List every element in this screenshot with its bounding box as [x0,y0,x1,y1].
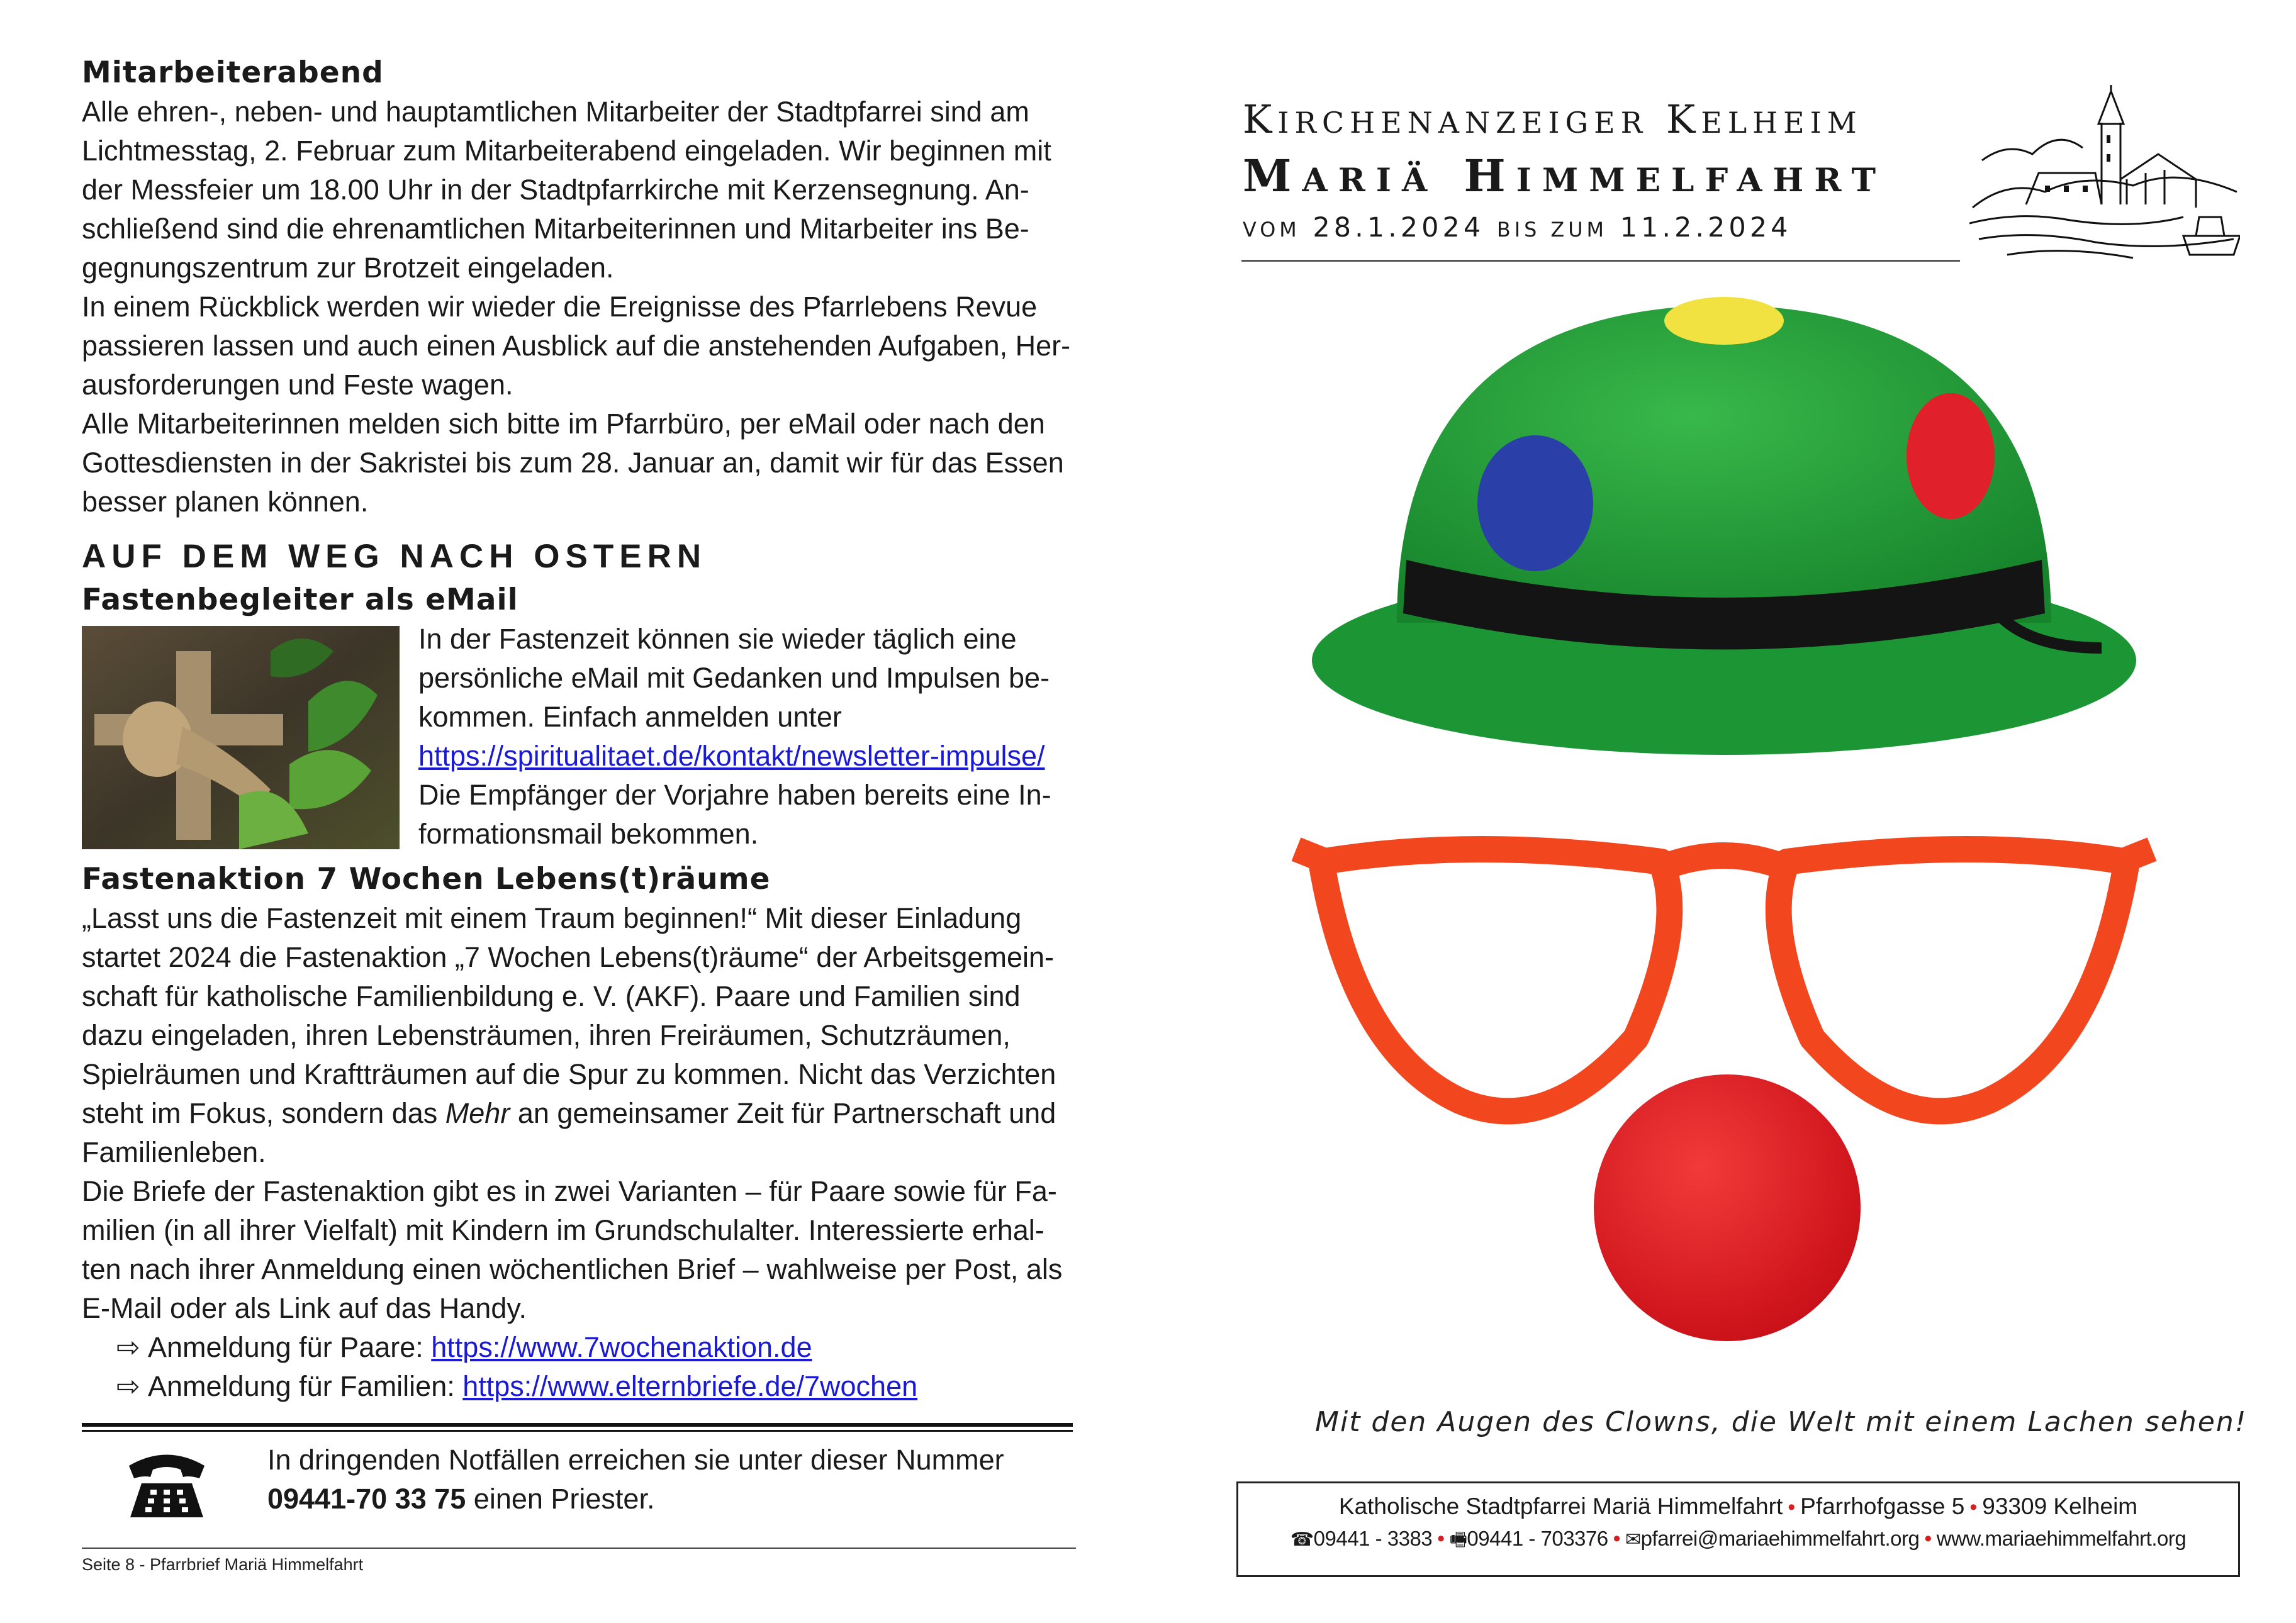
text-line: gegnungszentrum zur Brotzeit eingeladen. [82,252,614,284]
fastenaktion-text [82,899,1076,1406]
masthead-dates [1243,209,1886,248]
text-line: schließend sind die ehrenamtlichen Mitarbeiterinnen und Mitarbeiter ins Be- [82,213,1029,245]
arrow-right-icon: ⇨ [116,1370,140,1402]
text-line: ausforderungen und Feste wagen. [82,369,513,401]
masthead-line-1 [1243,94,1886,148]
anmeldung-familien [82,1367,1076,1406]
text-line [82,1094,1076,1133]
left-page [82,53,1076,1406]
text-line: Die Empfänger der Vorjahre haben bereits eine In- [418,779,1051,811]
website[interactable]: www.mariaehimmelfahrt.org [1936,1527,2187,1550]
telephone-icon [123,1447,211,1522]
emergency-line: In dringenden Notfällen erreichen sie unter dieser Nummer [267,1444,1004,1476]
familien-link[interactable]: https://www.elternbriefe.de/7wochen [462,1370,918,1402]
emergency-line [267,1480,1004,1519]
bullet-dot: • [1437,1527,1445,1551]
footer-divider [82,1548,1076,1549]
email-address[interactable]: pfarrei@mariaehimmelfahrt.org [1640,1527,1920,1550]
date-prefix: VOM [1243,218,1301,242]
anmeldung-label: Anmeldung für Paare: [148,1331,432,1363]
bullet-dot: • [1969,1495,1978,1519]
fastenbegleiter-block [82,620,1076,854]
address-line-1 [1238,1491,2238,1523]
date-to: 11.2.2024 [1620,212,1792,243]
bullet-dot: • [1924,1527,1932,1551]
page-footer: Seite 8 - Pfarrbrief Mariä Himmelfahrt [82,1555,364,1574]
email-icon: ✉ [1625,1529,1641,1550]
cap: K [1666,96,1701,142]
text-line: der Messfeier um 18.00 Uhr in der Stadtpfarrkirche mit Kerzensegnung. An- [82,174,1029,206]
crucifix-photo [82,626,400,849]
small-caps: ELHEIM [1701,106,1862,140]
text-line: In einem Rückblick werden wir wieder die Ereignisse des Pfarrlebens Revue [82,291,1038,323]
text-line: Alle Mitarbeiterinnen melden sich bitte im Pfarrbüro, per eMail oder nach den [82,408,1045,440]
mitarbeiterabend-text [82,92,1076,521]
masthead-divider [1241,260,1960,262]
masthead [1243,94,1886,248]
small-caps: IMMELFAHRT [1516,161,1887,199]
fastenaktion-heading: Fastenaktion 7 Wochen Lebens(t)räume [82,862,771,896]
bullet-dot: • [1613,1527,1621,1551]
emergency-box [123,1441,1067,1535]
text-line: milien (in all ihrer Vielfalt) mit Kindern im Grundschulalter. Interessierte erhal- [82,1214,1044,1246]
anmeldung-label: Anmeldung für Familien: [148,1370,463,1402]
text-line: formationsmail bekommen. [418,818,759,850]
text-line: „Lasst uns die Fastenzeit mit einem Traum beginnen!“ Mit dieser Einladung [82,902,1022,934]
text-fragment: an gemeinsamer Zeit für Partnerschaft und [510,1097,1056,1129]
address-box [1236,1481,2240,1577]
text-line: Lichtmesstag, 2. Februar zum Mitarbeiterabend eingeladen. Wir beginnen mit [82,135,1051,167]
emergency-line-rest: einen Priester. [466,1483,655,1515]
newsletter-link[interactable]: https://spiritualitaet.de/kontakt/newsletter-impulse/ [418,740,1045,772]
emphasis-mehr: Mehr [445,1097,510,1129]
cap: H [1464,150,1516,202]
emergency-number: 09441-70 33 75 [267,1483,466,1515]
small-caps: ARIÄ [1302,161,1438,199]
phone-number: 09441 - 3383 [1313,1527,1433,1550]
paare-link[interactable]: https://www.7wochenaktion.de [431,1331,812,1363]
clown-illustration [1284,296,2164,1365]
telephone-icon: ☎ [1290,1529,1314,1550]
masthead-line-2 [1243,148,1886,209]
date-from: 28.1.2024 [1313,212,1485,243]
text-line: E-Mail oder als Link auf das Handy. [82,1292,527,1324]
city: 93309 Kelheim [1982,1493,2138,1519]
fax-icon: 🖷 [1449,1529,1467,1550]
text-line: Alle ehren-, neben- und hauptamtlichen Mitarbeiter der Stadtpfarrei sind am [82,96,1029,128]
text-fragment: steht im Fokus, sondern das [82,1097,445,1129]
section-title: AUF DEM WEG NACH OSTERN [82,538,707,575]
text-line: schaft für katholische Familienbildung e. V. (AKF). Paare und Familien sind [82,980,1021,1012]
fastenbegleiter-heading: Fastenbegleiter als eMail [82,583,518,617]
text-line: persönliche eMail mit Gedanken und Impulsen be- [418,662,1050,694]
text-line: ten nach ihrer Anmeldung einen wöchentlichen Brief – wahlweise per Post, als [82,1253,1063,1285]
small-caps: IRCHENANZEIGER [1277,106,1649,140]
text-line: kommen. Einfach anmelden unter [418,701,842,733]
fax-number: 09441 - 703376 [1467,1527,1608,1550]
text-line: In der Fastenzeit können sie wieder täglich eine [418,623,1017,655]
street: Pfarrhofgasse 5 [1800,1493,1965,1519]
bullet-dot: • [1788,1495,1796,1519]
anmeldung-paare [82,1328,1076,1367]
cap: M [1243,150,1302,202]
image-caption: Mit den Augen des Clowns, die Welt mit einem Lachen sehen! [1315,1406,2248,1438]
mitarbeiterabend-heading: Mitarbeiterabend [82,55,384,90]
fastenbegleiter-text [418,620,1076,854]
emergency-text [267,1441,1004,1519]
parish-name: Katholische Stadtpfarrei Mariä Himmelfahrt [1338,1493,1783,1519]
text-line: dazu eingeladen, ihren Lebensträumen, ihren Freiräumen, Schutzräumen, [82,1019,1011,1051]
cap: K [1243,96,1278,142]
text-line: startet 2024 die Fastenaktion „7 Wochen Lebens(t)räume“ der Arbeitsgemein- [82,941,1054,973]
link-line [418,737,1076,776]
arrow-right-icon: ⇨ [116,1331,140,1363]
text-line: Familienleben. [82,1136,266,1168]
address-line-2 [1238,1523,2238,1556]
date-mid: BIS ZUM [1496,218,1608,242]
text-line: Die Briefe der Fastenaktion gibt es in zwei Varianten – für Paare sowie für Fa- [82,1175,1057,1207]
text-line: Spielräumen und Kraftträumen auf die Spur zu kommen. Nicht das Verzichten [82,1058,1056,1090]
text-line: besser planen können. [82,486,369,518]
church-sketch-logo [1969,85,2240,264]
text-line: Gottesdiensten in der Sakristei bis zum 28. Januar an, damit wir für das Essen [82,447,1064,479]
double-divider [82,1423,1073,1432]
text-line: passieren lassen und auch einen Ausblick auf die anstehenden Aufgaben, Her- [82,330,1071,362]
